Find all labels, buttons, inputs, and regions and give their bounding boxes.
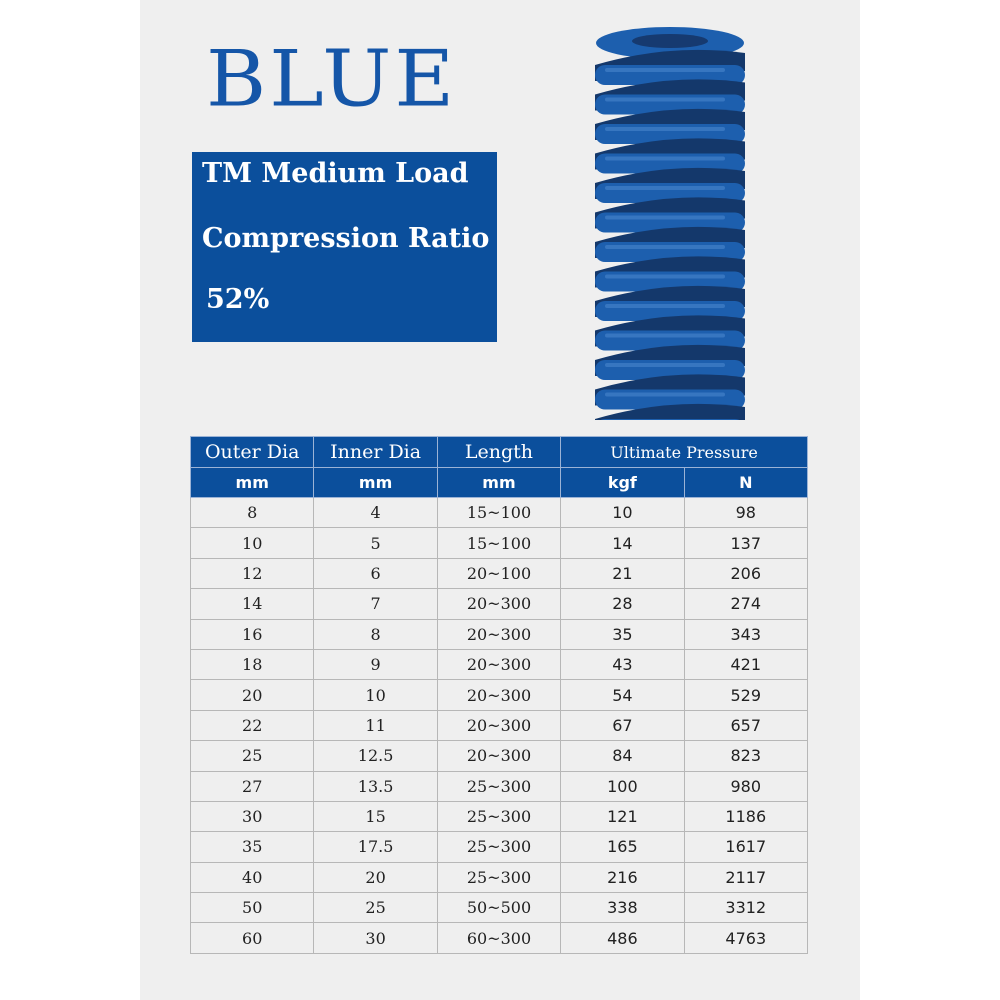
cell-length: 20~300 bbox=[437, 741, 560, 771]
cell-pressure-kgf: 121 bbox=[561, 801, 684, 831]
compression-label: Compression Ratio bbox=[202, 223, 490, 254]
spring-highlight bbox=[605, 98, 725, 102]
cell-outer-dia: 10 bbox=[191, 528, 314, 558]
table-row bbox=[191, 801, 808, 831]
header-ultimate-pressure: Ultimate Pressure bbox=[561, 437, 808, 468]
spring-highlight bbox=[605, 157, 725, 161]
cell-outer-dia: 50 bbox=[191, 893, 314, 923]
cell-pressure-n: 3312 bbox=[684, 893, 807, 923]
spring-highlight bbox=[605, 304, 725, 308]
cell-outer-dia: 60 bbox=[191, 923, 314, 953]
cell-pressure-n: 657 bbox=[684, 710, 807, 740]
cell-pressure-n: 980 bbox=[684, 771, 807, 801]
cell-pressure-kgf: 100 bbox=[561, 771, 684, 801]
cell-pressure-kgf: 35 bbox=[561, 619, 684, 649]
cell-pressure-n: 137 bbox=[684, 528, 807, 558]
cell-pressure-n: 1186 bbox=[684, 801, 807, 831]
cell-length: 20~300 bbox=[437, 589, 560, 619]
table-row bbox=[191, 498, 808, 528]
spring-highlight bbox=[605, 127, 725, 131]
cell-inner-dia: 12.5 bbox=[314, 741, 437, 771]
cell-pressure-kgf: 486 bbox=[561, 923, 684, 953]
table-row bbox=[191, 832, 808, 862]
unit-inner: mm bbox=[314, 468, 437, 498]
cell-pressure-kgf: 338 bbox=[561, 893, 684, 923]
cell-length: 25~300 bbox=[437, 801, 560, 831]
header-inner-dia: Inner Dia bbox=[314, 437, 437, 468]
cell-pressure-kgf: 10 bbox=[561, 498, 684, 528]
table-row bbox=[191, 649, 808, 679]
cell-pressure-kgf: 21 bbox=[561, 558, 684, 588]
cell-length: 20~300 bbox=[437, 619, 560, 649]
unit-n: N bbox=[684, 468, 807, 498]
cell-pressure-n: 823 bbox=[684, 741, 807, 771]
cell-pressure-kgf: 67 bbox=[561, 710, 684, 740]
table-row bbox=[191, 558, 808, 588]
cell-outer-dia: 14 bbox=[191, 589, 314, 619]
spring-highlight bbox=[605, 186, 725, 190]
cell-length: 25~300 bbox=[437, 771, 560, 801]
unit-kgf: kgf bbox=[561, 468, 684, 498]
cell-outer-dia: 12 bbox=[191, 558, 314, 588]
cell-length: 15~100 bbox=[437, 498, 560, 528]
cell-pressure-n: 2117 bbox=[684, 862, 807, 892]
spring-highlight bbox=[605, 275, 725, 279]
cell-outer-dia: 35 bbox=[191, 832, 314, 862]
compression-value: 52% bbox=[206, 284, 270, 315]
cell-length: 15~100 bbox=[437, 528, 560, 558]
cell-outer-dia: 16 bbox=[191, 619, 314, 649]
cell-pressure-n: 1617 bbox=[684, 832, 807, 862]
cell-inner-dia: 11 bbox=[314, 710, 437, 740]
unit-outer: mm bbox=[191, 468, 314, 498]
cell-length: 60~300 bbox=[437, 923, 560, 953]
spring-highlight bbox=[605, 245, 725, 249]
unit-length: mm bbox=[437, 468, 560, 498]
cell-pressure-kgf: 84 bbox=[561, 741, 684, 771]
table-row bbox=[191, 862, 808, 892]
cell-inner-dia: 13.5 bbox=[314, 771, 437, 801]
table-row bbox=[191, 619, 808, 649]
color-title: BLUE bbox=[206, 34, 458, 125]
cell-inner-dia: 20 bbox=[314, 862, 437, 892]
spring-highlight bbox=[605, 393, 725, 397]
cell-inner-dia: 10 bbox=[314, 680, 437, 710]
cell-inner-dia: 17.5 bbox=[314, 832, 437, 862]
header-outer-dia: Outer Dia bbox=[191, 437, 314, 468]
cell-pressure-n: 529 bbox=[684, 680, 807, 710]
cell-outer-dia: 22 bbox=[191, 710, 314, 740]
table-row bbox=[191, 923, 808, 953]
spring-highlight bbox=[605, 363, 725, 367]
cell-inner-dia: 5 bbox=[314, 528, 437, 558]
cell-pressure-kgf: 216 bbox=[561, 862, 684, 892]
cell-outer-dia: 30 bbox=[191, 801, 314, 831]
spring-highlight bbox=[605, 68, 725, 72]
table-row bbox=[191, 771, 808, 801]
cell-length: 20~100 bbox=[437, 558, 560, 588]
cell-outer-dia: 27 bbox=[191, 771, 314, 801]
load-type: TM Medium Load bbox=[202, 158, 469, 189]
table-row bbox=[191, 528, 808, 558]
cell-outer-dia: 18 bbox=[191, 649, 314, 679]
table-row bbox=[191, 893, 808, 923]
cell-inner-dia: 9 bbox=[314, 649, 437, 679]
cell-inner-dia: 30 bbox=[314, 923, 437, 953]
table-row bbox=[191, 589, 808, 619]
cell-pressure-kgf: 28 bbox=[561, 589, 684, 619]
cell-inner-dia: 15 bbox=[314, 801, 437, 831]
cell-pressure-kgf: 54 bbox=[561, 680, 684, 710]
cell-pressure-kgf: 43 bbox=[561, 649, 684, 679]
cell-pressure-n: 421 bbox=[684, 649, 807, 679]
cell-outer-dia: 8 bbox=[191, 498, 314, 528]
header-length: Length bbox=[437, 437, 560, 468]
cell-length: 20~300 bbox=[437, 680, 560, 710]
spec-table bbox=[190, 436, 808, 954]
spring-image bbox=[585, 15, 755, 420]
cell-inner-dia: 6 bbox=[314, 558, 437, 588]
cell-inner-dia: 25 bbox=[314, 893, 437, 923]
cell-pressure-n: 4763 bbox=[684, 923, 807, 953]
table-row bbox=[191, 680, 808, 710]
cell-inner-dia: 7 bbox=[314, 589, 437, 619]
cell-length: 50~500 bbox=[437, 893, 560, 923]
cell-outer-dia: 20 bbox=[191, 680, 314, 710]
spring-hole bbox=[632, 34, 708, 48]
table-row bbox=[191, 741, 808, 771]
cell-outer-dia: 40 bbox=[191, 862, 314, 892]
cell-inner-dia: 4 bbox=[314, 498, 437, 528]
cell-length: 20~300 bbox=[437, 649, 560, 679]
spring-highlight bbox=[605, 216, 725, 220]
cell-pressure-n: 274 bbox=[684, 589, 807, 619]
spring-coil bbox=[595, 419, 745, 420]
cell-length: 20~300 bbox=[437, 710, 560, 740]
info-box bbox=[192, 152, 497, 342]
cell-pressure-kgf: 14 bbox=[561, 528, 684, 558]
cell-length: 25~300 bbox=[437, 862, 560, 892]
table-row bbox=[191, 710, 808, 740]
cell-outer-dia: 25 bbox=[191, 741, 314, 771]
cell-inner-dia: 8 bbox=[314, 619, 437, 649]
spring-highlight bbox=[605, 334, 725, 338]
cell-pressure-kgf: 165 bbox=[561, 832, 684, 862]
cell-length: 25~300 bbox=[437, 832, 560, 862]
cell-pressure-n: 206 bbox=[684, 558, 807, 588]
cell-pressure-n: 98 bbox=[684, 498, 807, 528]
cell-pressure-n: 343 bbox=[684, 619, 807, 649]
